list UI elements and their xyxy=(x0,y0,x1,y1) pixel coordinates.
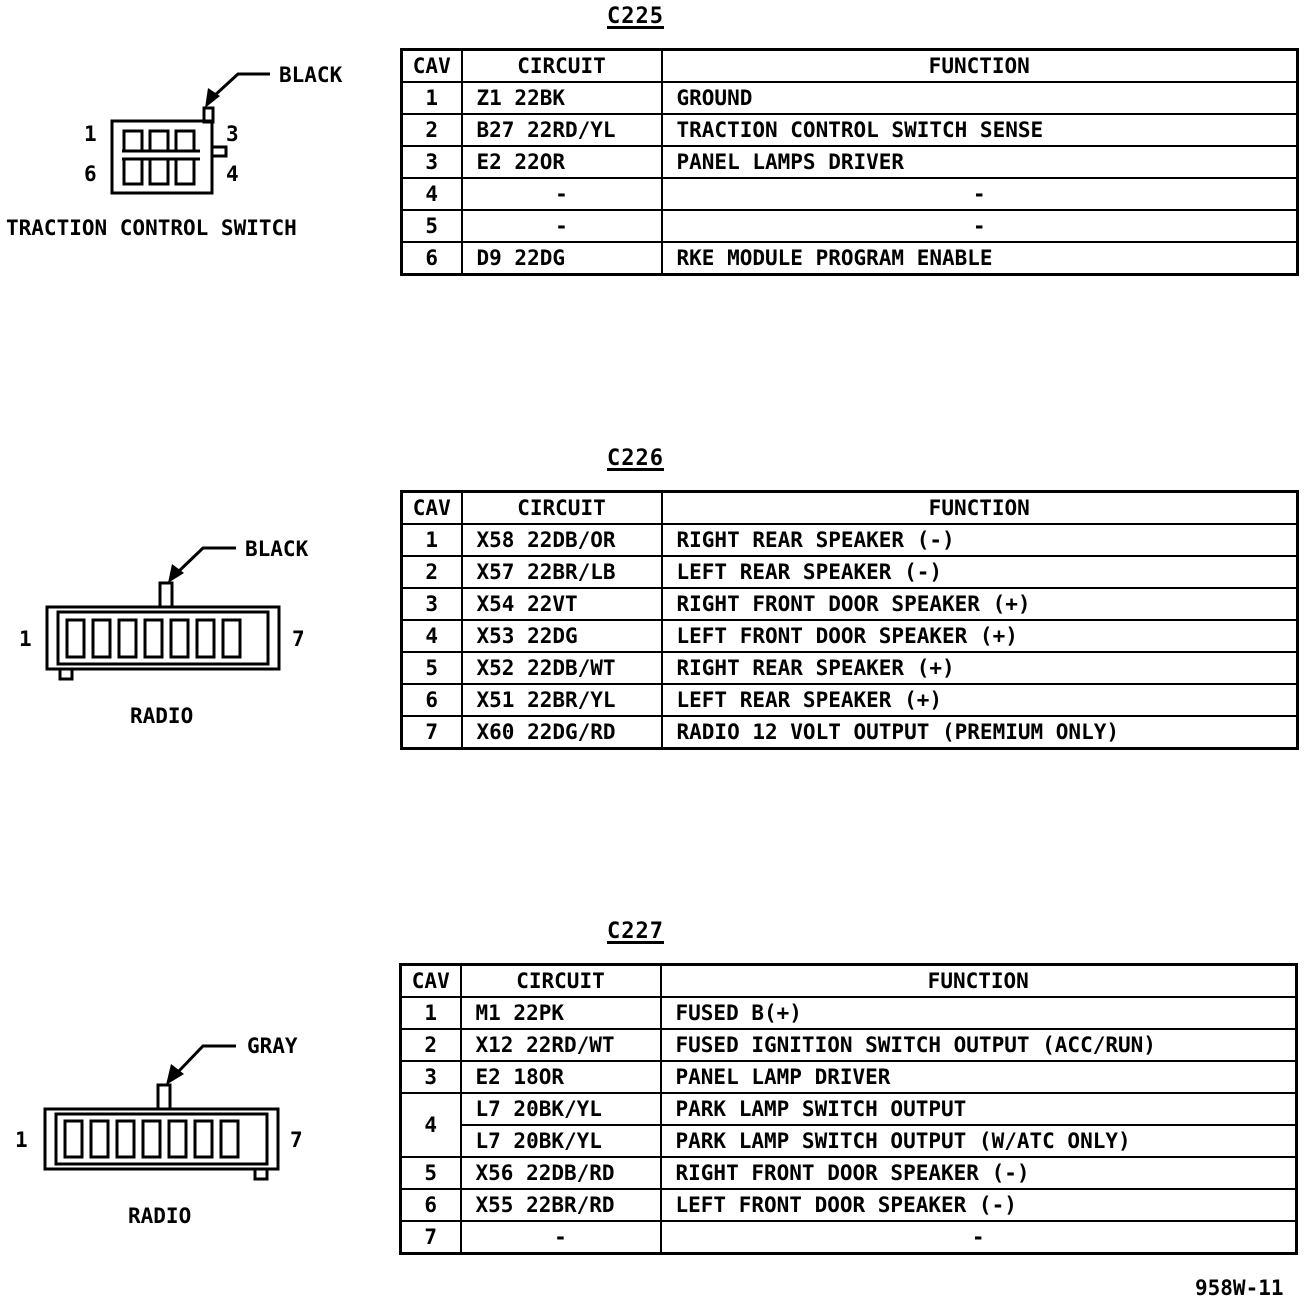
circuit-cell: L7 20BK/YL xyxy=(461,1125,661,1157)
cav-cell: 7 xyxy=(401,1221,461,1254)
function-cell: LEFT REAR SPEAKER (+) xyxy=(662,684,1298,716)
circuit-cell: X57 22BR/LB xyxy=(462,556,662,588)
header-cav: CAV xyxy=(402,50,462,83)
connector-title-c226: C226 xyxy=(607,446,664,471)
circuit-cell: M1 22PK xyxy=(461,997,661,1029)
cav-cell: 3 xyxy=(402,588,462,620)
circuit-cell: E2 22OR xyxy=(462,146,662,178)
table-row xyxy=(401,1093,1297,1125)
table-row xyxy=(401,1189,1297,1221)
circuit-cell: X58 22DB/OR xyxy=(462,524,662,556)
table-row xyxy=(402,620,1298,652)
circuit-cell: - xyxy=(461,1221,661,1254)
circuit-cell: B27 22RD/YL xyxy=(462,114,662,146)
table-row xyxy=(401,1157,1297,1189)
circuit-cell: - xyxy=(462,210,662,242)
table-row xyxy=(402,242,1298,275)
cav-cell: 4 xyxy=(402,620,462,652)
cav-cell: 2 xyxy=(401,1029,461,1061)
function-cell: LEFT FRONT DOOR SPEAKER (+) xyxy=(662,620,1298,652)
function-cell: LEFT FRONT DOOR SPEAKER (-) xyxy=(661,1189,1297,1221)
circuit-cell: X55 22BR/RD xyxy=(461,1189,661,1221)
circuit-cell: X51 22BR/YL xyxy=(462,684,662,716)
cav-cell: 7 xyxy=(402,716,462,749)
function-cell: FUSED B(+) xyxy=(661,997,1297,1029)
connector-name: TRACTION CONTROL SWITCH xyxy=(6,216,297,240)
table-row xyxy=(402,178,1298,210)
function-cell: RIGHT REAR SPEAKER (+) xyxy=(662,652,1298,684)
table-row xyxy=(401,1125,1297,1157)
circuit-cell: L7 20BK/YL xyxy=(461,1093,661,1125)
table-row xyxy=(402,588,1298,620)
header-circuit: CIRCUIT xyxy=(461,965,661,998)
pin-label: 7 xyxy=(290,1128,303,1152)
table-row xyxy=(402,556,1298,588)
cav-cell: 3 xyxy=(401,1061,461,1093)
header-function: FUNCTION xyxy=(662,492,1298,525)
pin-label: 1 xyxy=(19,627,32,651)
function-cell: RADIO 12 VOLT OUTPUT (PREMIUM ONLY) xyxy=(662,716,1298,749)
radio-connector-c226 xyxy=(47,583,279,679)
header-circuit: CIRCUIT xyxy=(462,50,662,83)
table-row xyxy=(402,82,1298,114)
pinout-table-c225 xyxy=(400,48,1299,276)
circuit-cell: X60 22DG/RD xyxy=(462,716,662,749)
header-function: FUNCTION xyxy=(661,965,1297,998)
circuit-cell: X12 22RD/WT xyxy=(461,1029,661,1061)
cav-cell: 5 xyxy=(402,210,462,242)
cav-cell: 6 xyxy=(402,684,462,716)
wire-color-label: BLACK xyxy=(245,537,309,561)
function-cell: TRACTION CONTROL SWITCH SENSE xyxy=(662,114,1298,146)
function-cell: PARK LAMP SWITCH OUTPUT xyxy=(661,1093,1297,1125)
cav-cell: 2 xyxy=(402,556,462,588)
pin-label: 4 xyxy=(226,162,239,186)
table-row xyxy=(401,1029,1297,1061)
cav-cell: 3 xyxy=(402,146,462,178)
cav-cell: 4 xyxy=(402,178,462,210)
cav-cell: 4 xyxy=(401,1093,461,1157)
cav-cell: 6 xyxy=(401,1189,461,1221)
wire-color-label: BLACK xyxy=(279,63,343,87)
table-row xyxy=(402,210,1298,242)
cav-cell: 5 xyxy=(401,1157,461,1189)
pinout-table-c226 xyxy=(400,490,1299,750)
pinout-table-c227 xyxy=(399,963,1298,1255)
table-row xyxy=(401,1221,1297,1254)
circuit-cell: X53 22DG xyxy=(462,620,662,652)
connector-name: RADIO xyxy=(128,1204,192,1228)
function-cell: PANEL LAMP DRIVER xyxy=(661,1061,1297,1093)
pin-label: 1 xyxy=(84,122,97,146)
connector-title-c225: C225 xyxy=(607,4,664,29)
traction-control-switch-connector xyxy=(112,108,226,193)
table-row xyxy=(402,114,1298,146)
pin-label: 3 xyxy=(226,122,239,146)
function-cell: RIGHT REAR SPEAKER (-) xyxy=(662,524,1298,556)
table-row xyxy=(402,146,1298,178)
function-cell: GROUND xyxy=(662,82,1298,114)
cav-cell: 6 xyxy=(402,242,462,275)
function-cell: PANEL LAMPS DRIVER xyxy=(662,146,1298,178)
cav-cell: 5 xyxy=(402,652,462,684)
circuit-cell: Z1 22BK xyxy=(462,82,662,114)
table-header-row xyxy=(401,965,1297,998)
function-cell: RIGHT FRONT DOOR SPEAKER (+) xyxy=(662,588,1298,620)
circuit-cell: E2 18OR xyxy=(461,1061,661,1093)
pin-label: 6 xyxy=(84,162,97,186)
header-cav: CAV xyxy=(402,492,462,525)
function-cell: RIGHT FRONT DOOR SPEAKER (-) xyxy=(661,1157,1297,1189)
table-row xyxy=(401,997,1297,1029)
table-header-row xyxy=(402,492,1298,525)
header-circuit: CIRCUIT xyxy=(462,492,662,525)
function-cell: - xyxy=(661,1221,1297,1254)
figure-id: 958W-11 xyxy=(1195,1276,1284,1300)
circuit-cell: X52 22DB/WT xyxy=(462,652,662,684)
table-row xyxy=(401,1061,1297,1093)
table-row xyxy=(402,716,1298,749)
header-cav: CAV xyxy=(401,965,461,998)
pin-label: 1 xyxy=(15,1128,28,1152)
table-header-row xyxy=(402,50,1298,83)
cav-cell: 1 xyxy=(402,524,462,556)
connector-name: RADIO xyxy=(130,704,194,728)
circuit-cell: - xyxy=(462,178,662,210)
circuit-cell: D9 22DG xyxy=(462,242,662,275)
circuit-cell: X54 22VT xyxy=(462,588,662,620)
function-cell: - xyxy=(662,210,1298,242)
radio-connector-c227 xyxy=(45,1085,278,1179)
header-function: FUNCTION xyxy=(662,50,1298,83)
circuit-cell: X56 22DB/RD xyxy=(461,1157,661,1189)
wire-color-label: GRAY xyxy=(247,1034,298,1058)
function-cell: FUSED IGNITION SWITCH OUTPUT (ACC/RUN) xyxy=(661,1029,1297,1061)
table-row xyxy=(402,652,1298,684)
function-cell: LEFT REAR SPEAKER (-) xyxy=(662,556,1298,588)
connector-title-c227: C227 xyxy=(607,919,664,944)
cav-cell: 2 xyxy=(402,114,462,146)
pin-label: 7 xyxy=(292,627,305,651)
table-row xyxy=(402,524,1298,556)
function-cell: PARK LAMP SWITCH OUTPUT (W/ATC ONLY) xyxy=(661,1125,1297,1157)
cav-cell: 1 xyxy=(401,997,461,1029)
function-cell: RKE MODULE PROGRAM ENABLE xyxy=(662,242,1298,275)
table-row xyxy=(402,684,1298,716)
function-cell: - xyxy=(662,178,1298,210)
cav-cell: 1 xyxy=(402,82,462,114)
